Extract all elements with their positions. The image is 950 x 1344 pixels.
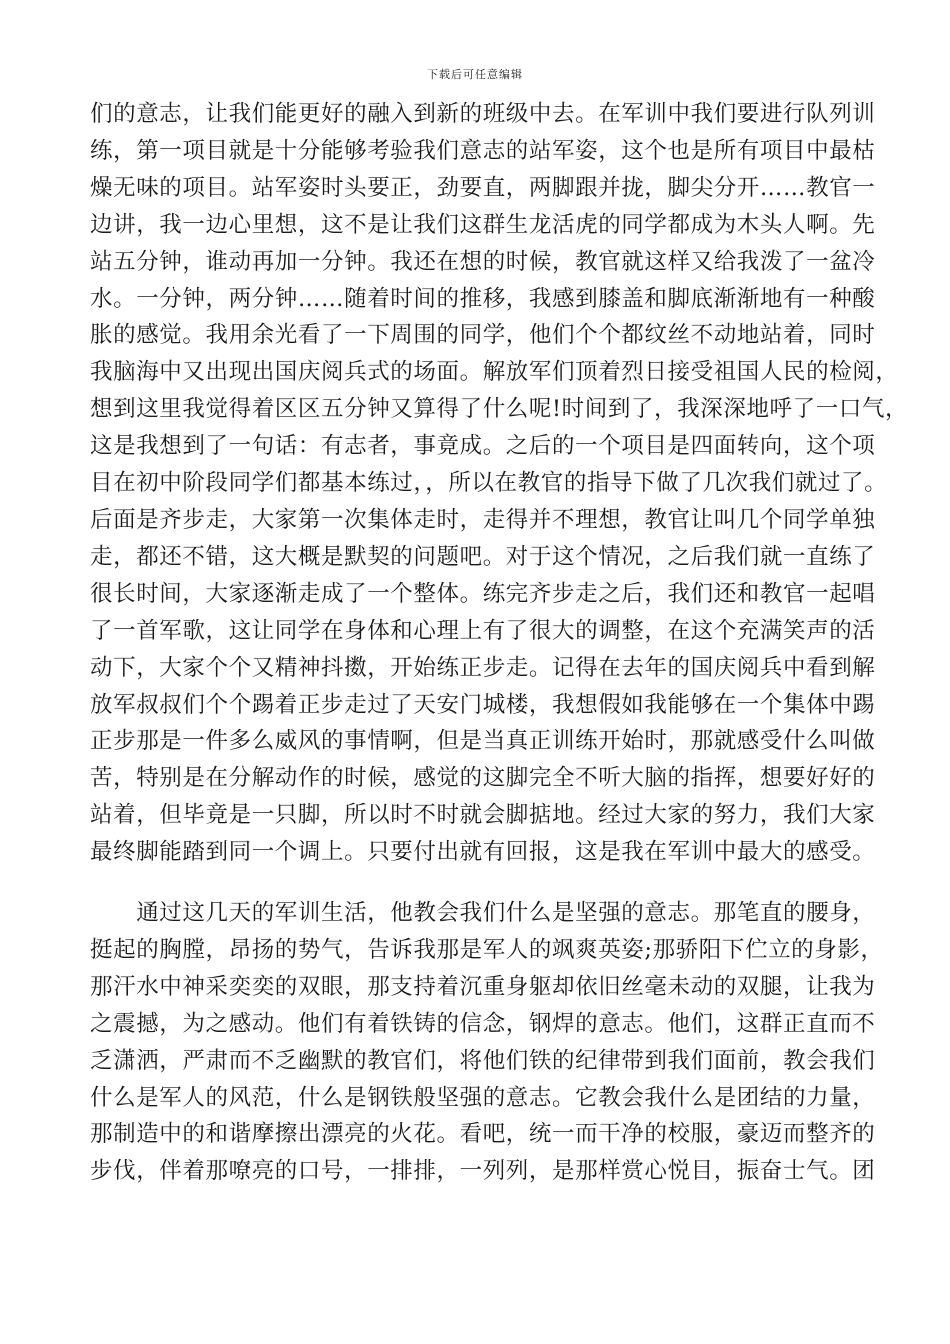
text-line: 最终脚能踏到同一个调上。只要付出就有回报，这是我在军训中最大的感受。	[90, 839, 876, 866]
page-header: 下载后可任意编辑	[427, 68, 523, 81]
text-line: 边讲，我一边心里想，这不是让我们这群生龙活虎的同学都成为木头人啊。先	[90, 211, 876, 238]
text-line: 想到这里我觉得着区区五分钟又算得了什么呢!时间到了，我深深地呼了一口气，	[90, 396, 909, 423]
paragraph-1	[90, 96, 909, 871]
text-line: 放军叔叔们个个踢着正步走过了天安门城楼，我想假如我能够在一个集体中踢	[90, 691, 876, 718]
text-line: 走，都还不错，这大概是默契的问题吧。对于这个情况，之后我们就一直练了	[90, 543, 876, 570]
text-line: 很长时间，大家逐渐走成了一个整体。练完齐步走之后，我们还和教官一起唱	[90, 580, 876, 607]
text-line: 后面是齐步走，大家第一次集体走时，走得并不理想，教官让叫几个同学单独	[90, 506, 876, 533]
text-line: 挺起的胸膛，昂扬的势气，告诉我那是军人的飒爽英姿;那骄阳下伫立的身影，	[90, 936, 884, 963]
text-line: 动下，大家个个又精神抖擞，开始练正步走。记得在去年的国庆阅兵中看到解	[90, 654, 876, 681]
text-line: 胀的感觉。我用余光看了一下周围的同学，他们个个都纹丝不动地站着，同时	[90, 322, 876, 349]
text-line: 这是我想到了一句话：有志者，事竟成。之后的一个项目是四面转向，这个项	[90, 433, 876, 460]
document-body	[90, 96, 909, 1190]
text-line: 乏潇洒，严肃而不乏幽默的教官们，将他们铁的纪律带到我们面前，教会我们	[90, 1047, 876, 1074]
text-line: 什么是军人的风范，什么是钢铁般坚强的意志。它教会我什么是团结的力量，	[90, 1084, 876, 1111]
text-line: 那汗水中神采奕奕的双眼，那支持着沉重身躯却依旧丝毫未动的双腿，让我为	[90, 973, 876, 1000]
text-line: 我脑海中又出现出国庆阅兵式的场面。解放军们顶着烈日接受祖国人民的检阅，	[90, 359, 899, 386]
paragraph-2	[90, 895, 884, 1190]
text-line: 正步那是一件多么威风的事情啊，但是当真正训练开始时，那就感受什么叫做	[90, 728, 876, 755]
text-line: 步伐，伴着那嘹亮的口号，一排排，一列列，是那样赏心悦目，振奋士气。团	[90, 1158, 876, 1185]
text-line: 站五分钟，谁动再加一分钟。我还在想的时候，教官就这样又给我泼了一盆冷	[90, 248, 876, 275]
text-line: 们的意志，让我们能更好的融入到新的班级中去。在军训中我们要进行队列训	[90, 101, 876, 127]
text-line: 了一首军歌，这让同学在身体和心理上有了很大的调整，在这个充满笑声的活	[90, 617, 876, 644]
text-line: 水。一分钟，两分钟……随着时间的推移，我感到膝盖和脚底渐渐地有一种酸	[90, 285, 876, 312]
text-line: 之震撼，为之感动。他们有着铁铸的信念，钢焊的意志。他们，这群正直而不	[90, 1010, 876, 1037]
text-line: 目在初中阶段同学们都基本练过，，所以在教官的指导下做了几次我们就过了。	[90, 470, 888, 497]
text-line: 站着，但毕竟是一只脚，所以时不时就会脚掂地。经过大家的努力，我们大家	[90, 802, 876, 829]
text-line: 苦，特别是在分解动作的时候，感觉的这脚完全不听大脑的指挥，想要好好的	[90, 765, 876, 792]
text-line: 通过这几天的军训生活，他教会我们什么是坚强的意志。那笔直的腰身，	[90, 900, 876, 927]
text-line: 燥无味的项目。站军姿时头要正，劲要直，两脚跟并拢，脚尖分开……教官一	[90, 174, 876, 201]
paragraph-gap	[90, 871, 858, 895]
text-line: 那制造中的和谐摩擦出漂亮的火花。看吧，统一而干净的校服，豪迈而整齐的	[90, 1121, 876, 1148]
text-line: 练，第一项目就是十分能够考验我们意志的站军姿，这个也是所有项目中最枯	[90, 137, 876, 164]
